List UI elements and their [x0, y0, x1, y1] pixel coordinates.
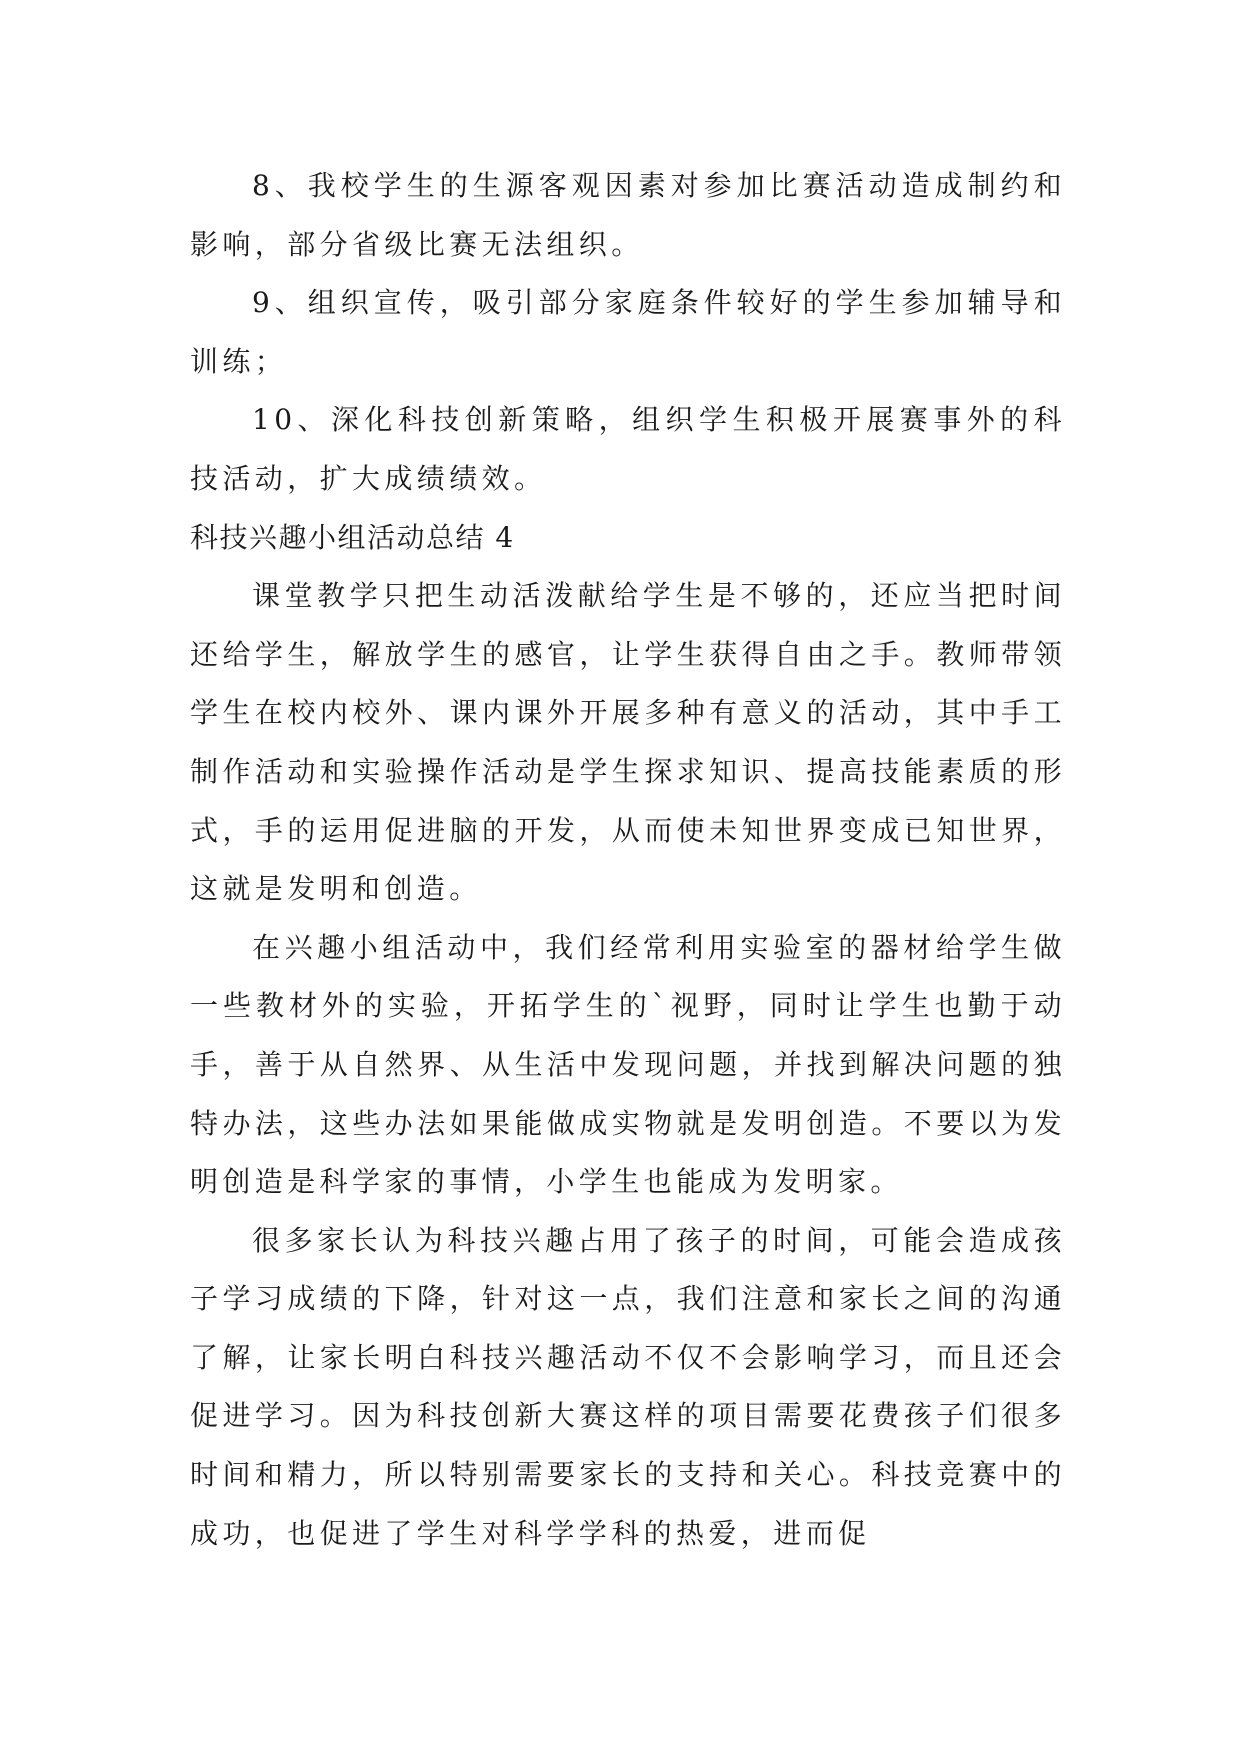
- paragraph-item-9: 9、组织宣传，吸引部分家庭条件较好的学生参加辅导和训练；: [190, 286, 1066, 378]
- paragraph-item-10: 10、深化科技创新策略，组织学生积极开展赛事外的科技活动，扩大成绩绩效。: [190, 403, 1066, 495]
- body-paragraph: 课堂教学只把生动活泼献给学生是不够的，还应当把时间还给学生，解放学生的感官，让学生获得自由之手。教师带领学生在校内校外、课内课外开展多种有意义的活动，其中手工制作活动和实验操作活动是学生探求知识、提高技能素质的形式，手的运用促进脑的开发，从而使未知世界变成已知世界，这就是发明和创造。: [190, 579, 1066, 906]
- body-paragraph: 很多家长认为科技兴趣占用了孩子的时间，可能会造成孩子学习成绩的下降，针对这一点，我们注意和家长之间的沟通了解，让家长明白科技兴趣活动不仅不会影响学习，而且还会促进学习。因为科技创新大赛这样的项目需要花费孩子们很多时间和精力，所以特别需要家长的支持和关心。科技竞赛中的成功，也促进了学生对科学学科的热爱，进而促: [190, 1223, 1066, 1550]
- document-body: [190, 157, 1066, 1563]
- body-paragraph: 在兴趣小组活动中，我们经常利用实验室的器材给学生做一些教材外的实验，开拓学生的`视野，同时让学生也勤于动手，善于从自然界、从生活中发现问题，并找到解决问题的独特办法，这些办法如果能做成实物就是发明创造。不要以为发明创造是科学家的事情，小学生也能成为发明家。: [190, 930, 1066, 1199]
- section-heading: 科技兴趣小组活动总结 4: [190, 520, 515, 554]
- paragraph-item-8: 8、我校学生的生源客观因素对参加比赛活动造成制约和影响，部分省级比赛无法组织。: [190, 169, 1066, 261]
